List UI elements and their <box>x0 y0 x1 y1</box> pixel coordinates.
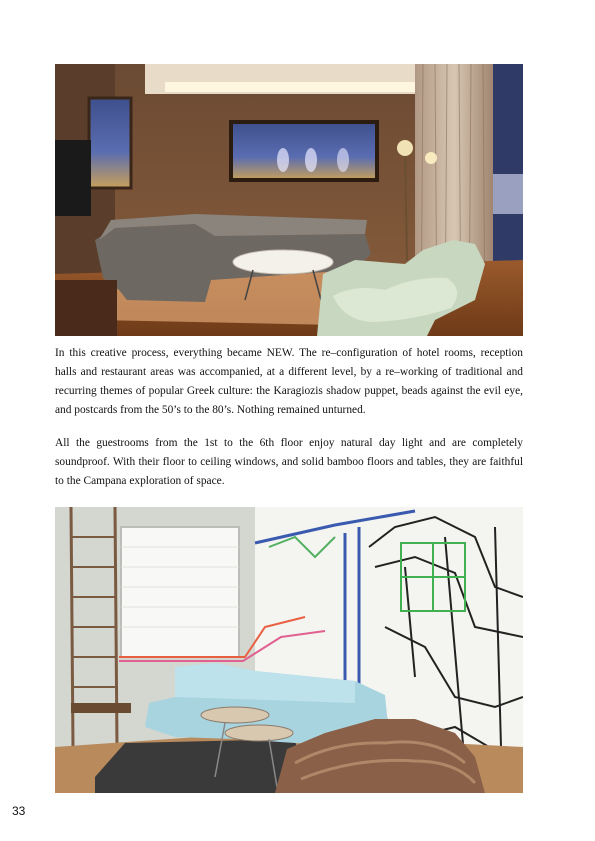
guestroom-photo <box>55 507 523 793</box>
guestrooms-paragraph: All the guestrooms from the 1st to the 6th floor enjoy natural day light and are completely soundproof. With their floor to ceiling windows, and solid bamboo floors and tables, they are faithful to the Campana exploration of space. <box>55 437 523 487</box>
page-number: 33 <box>12 804 26 818</box>
hotel-lounge-photo <box>55 64 523 336</box>
intro-paragraph: In this creative process, everything became NEW. The re–configuration of hotel rooms, reception halls and restaurant areas was accompanied, at a different level, by a re–working of traditional and recurring themes of popular Greek culture: the Karagiozis shadow puppet, beads against the evil eye, and postcards from the 50’s to the 80’s. Nothing remained unturned. <box>55 347 523 416</box>
